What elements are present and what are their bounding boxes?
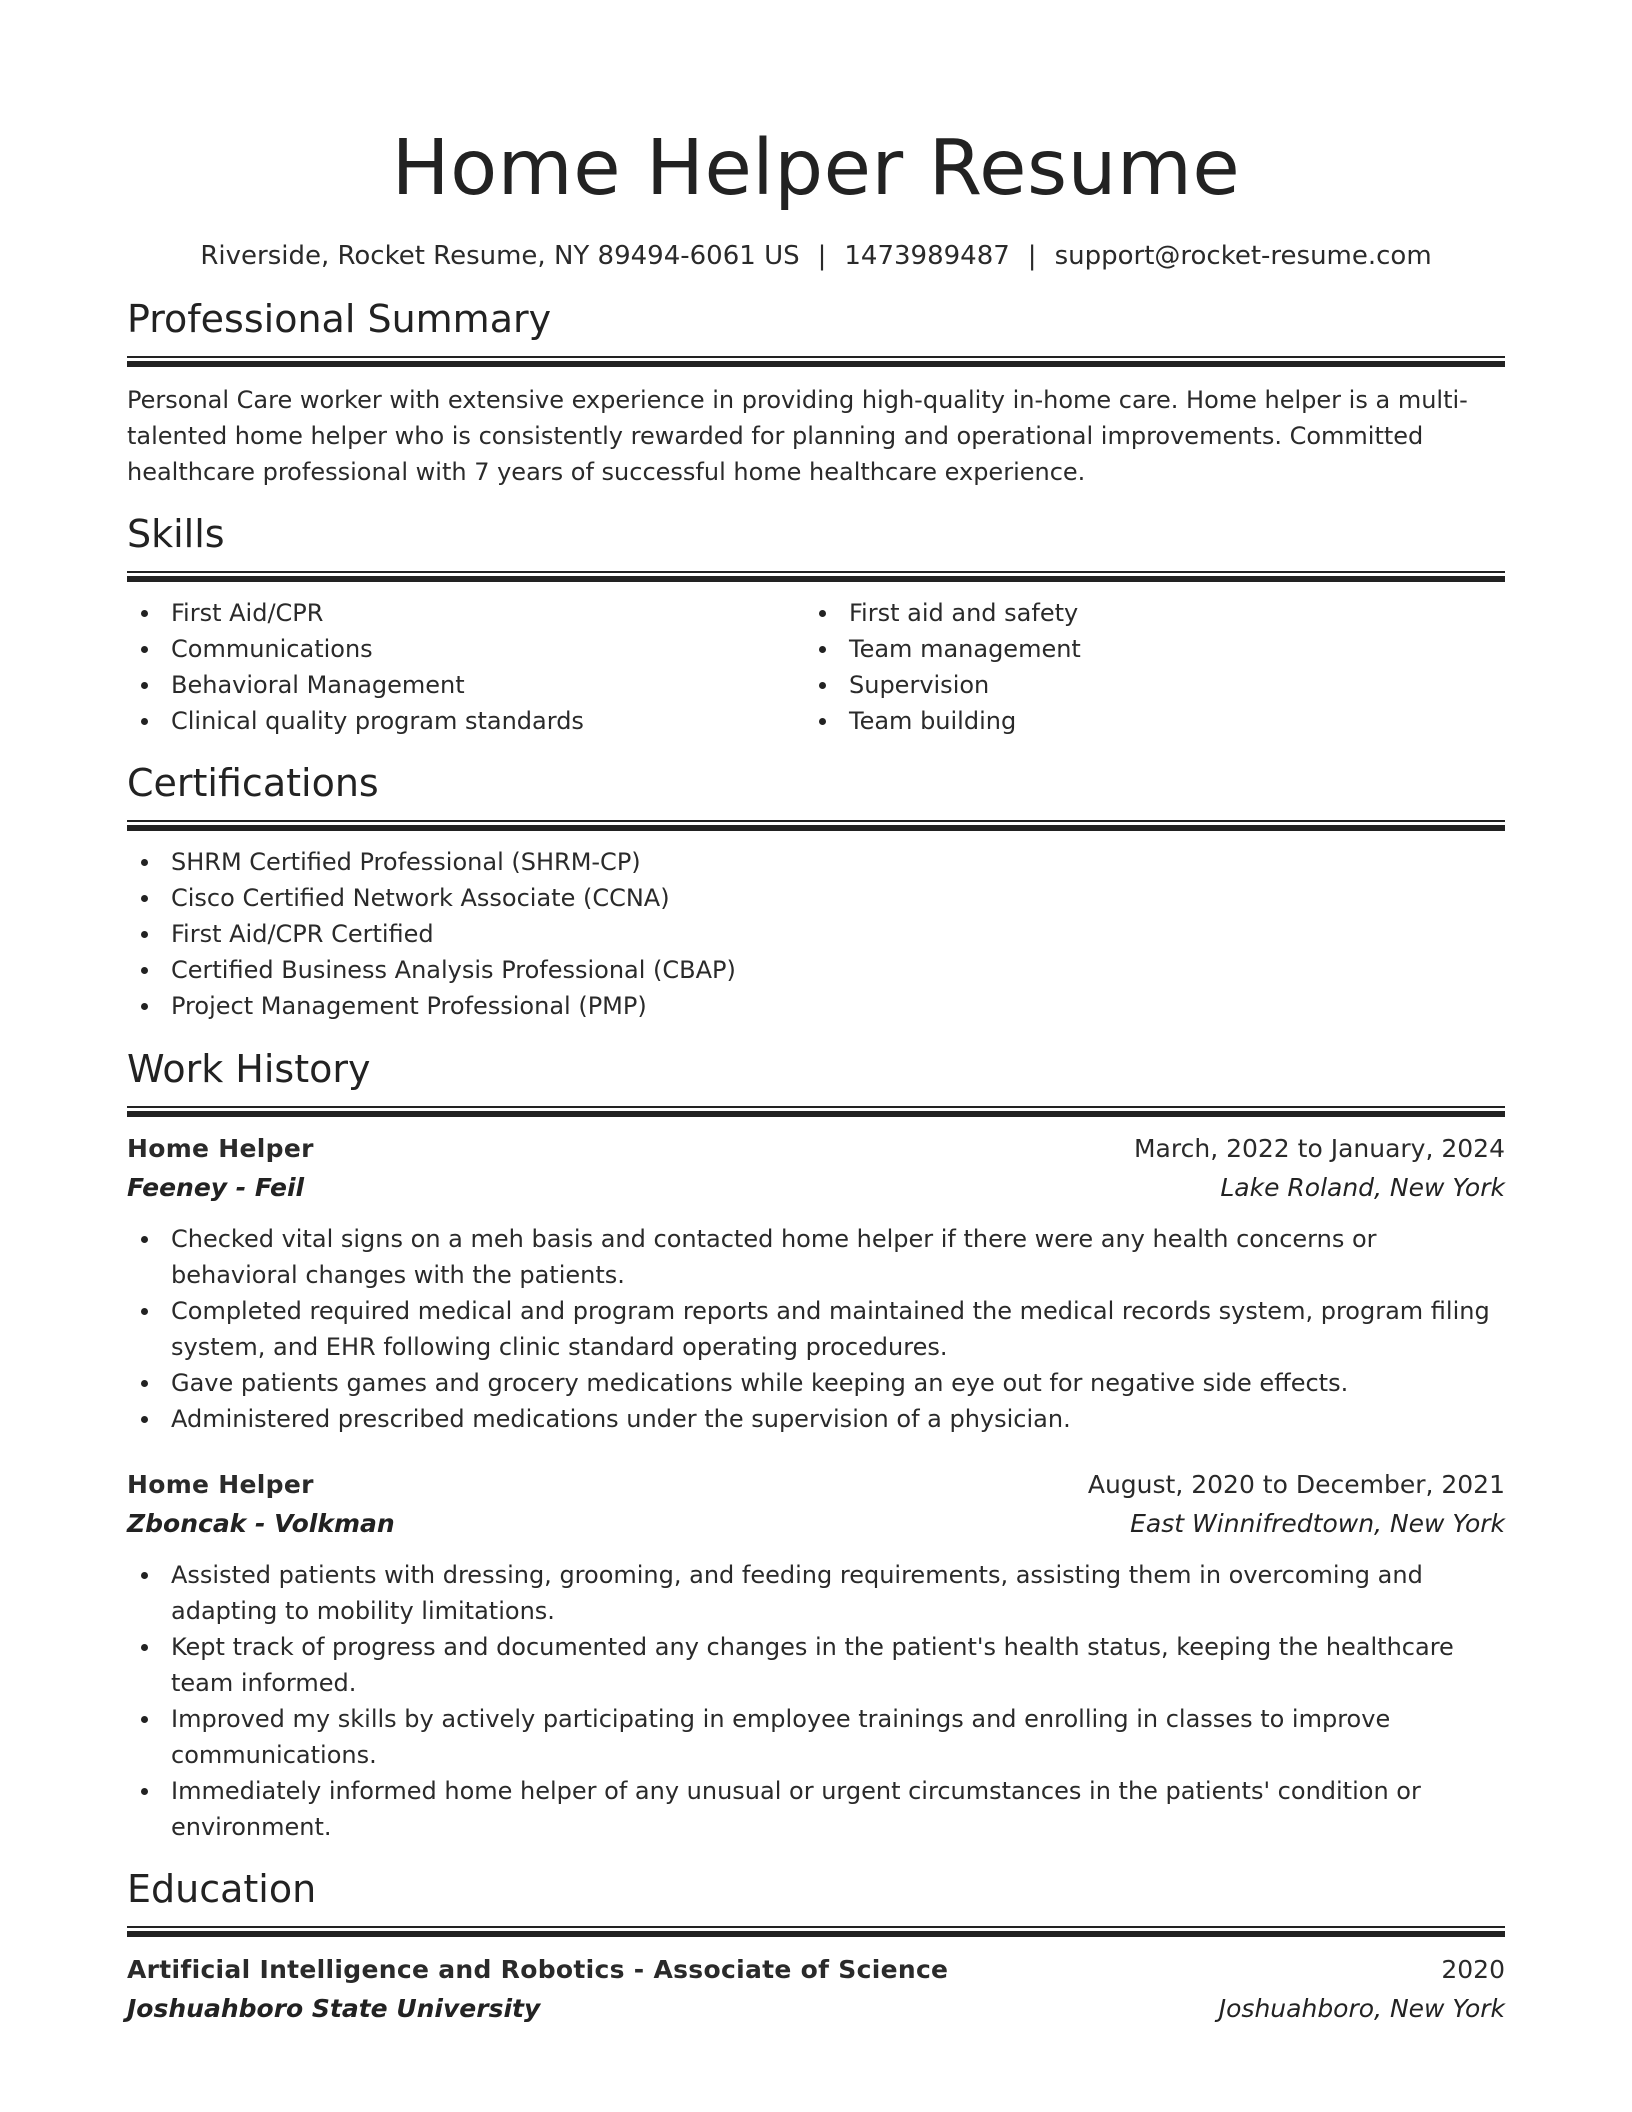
section-divider bbox=[127, 356, 1505, 367]
contact-phone: 1473989487 bbox=[844, 241, 1010, 271]
job-dates: March, 2022 to January, 2024 bbox=[1133, 1134, 1505, 1163]
skill-item: Supervision bbox=[805, 667, 1483, 703]
skill-item: First Aid/CPR bbox=[127, 595, 805, 631]
skills-heading: Skills bbox=[127, 512, 225, 556]
skill-item: Communications bbox=[127, 631, 805, 667]
resume-title: Home Helper Resume bbox=[391, 124, 1241, 213]
job-duty-item: Immediately informed home helper of any unusual or urgent circumstances in the patients' condition or environment. bbox=[127, 1773, 1505, 1845]
job-entry bbox=[127, 1466, 1505, 1845]
education-school: Joshuahboro State University bbox=[127, 1994, 541, 2023]
education-year: 2020 bbox=[1441, 1955, 1505, 1984]
contact-email: support@rocket-resume.com bbox=[1054, 241, 1432, 271]
summary-section bbox=[127, 294, 1505, 490]
certification-item: Cisco Certified Network Associate (CCNA) bbox=[127, 880, 1505, 916]
education-entry bbox=[127, 1951, 1505, 2028]
education-location: Joshuahboro, New York bbox=[1218, 1994, 1505, 2023]
certification-item: Certified Business Analysis Professional (CBAP) bbox=[127, 952, 1505, 988]
certification-item: First Aid/CPR Certified bbox=[127, 916, 1505, 952]
education-header bbox=[127, 1951, 1505, 1989]
job-subheader bbox=[127, 1168, 1505, 1207]
certifications-list bbox=[127, 844, 1505, 1024]
job-duties-list bbox=[127, 1221, 1505, 1437]
skill-item: First aid and safety bbox=[805, 595, 1483, 631]
section-divider bbox=[127, 571, 1505, 582]
job-duty-item: Gave patients games and grocery medications while keeping an eye out for negative side effects. bbox=[127, 1365, 1505, 1401]
skills-column-right bbox=[805, 595, 1483, 739]
certifications-section bbox=[127, 758, 1505, 1024]
work-history-heading: Work History bbox=[127, 1047, 371, 1091]
job-duty-item: Completed required medical and program reports and maintained the medical records system, program filing system, and EHR following clinic standard operating procedures. bbox=[127, 1293, 1505, 1365]
job-company: Zboncak - Volkman bbox=[127, 1509, 395, 1538]
skill-item: Clinical quality program standards bbox=[127, 703, 805, 739]
skill-item: Behavioral Management bbox=[127, 667, 805, 703]
skills-column-left bbox=[127, 595, 805, 739]
job-company: Feeney - Feil bbox=[127, 1173, 305, 1202]
job-duty-item: Administered prescribed medications under the supervision of a physician. bbox=[127, 1401, 1505, 1437]
section-divider bbox=[127, 820, 1505, 831]
job-header bbox=[127, 1466, 1505, 1504]
work-history-section bbox=[127, 1044, 1505, 1845]
job-subheader bbox=[127, 1504, 1505, 1543]
skill-item: Team building bbox=[805, 703, 1483, 739]
contact-separator: | bbox=[817, 241, 827, 271]
section-divider bbox=[127, 1926, 1505, 1937]
skills-list bbox=[127, 595, 1505, 739]
job-duty-item: Improved my skills by actively participating in employee trainings and enrolling in classes to improve communications. bbox=[127, 1701, 1505, 1773]
education-degree: Artificial Intelligence and Robotics - Associate of Science bbox=[127, 1955, 949, 1984]
job-location: East Winnifredtown, New York bbox=[1130, 1509, 1505, 1538]
contact-address: Riverside, Rocket Resume, NY 89494-6061 US bbox=[200, 241, 800, 271]
certification-item: Project Management Professional (PMP) bbox=[127, 988, 1505, 1024]
job-header bbox=[127, 1130, 1505, 1168]
contact-separator: | bbox=[1027, 241, 1037, 271]
job-duty-item: Kept track of progress and documented any changes in the patient's health status, keeping the healthcare team informed. bbox=[127, 1629, 1505, 1701]
job-title: Home Helper bbox=[127, 1470, 314, 1499]
job-dates: August, 2020 to December, 2021 bbox=[1087, 1470, 1505, 1499]
summary-text: Personal Care worker with extensive experience in providing high-quality in-home care. Home helper is a multi-talented home helper who is consistently rewarded for planning and operational improvements. Committed healthcare professional with 7 years of successful home healthcare experience. bbox=[127, 386, 1468, 486]
certifications-heading: Certifications bbox=[127, 761, 379, 805]
summary-heading: Professional Summary bbox=[127, 297, 552, 341]
education-subheader bbox=[127, 1989, 1505, 2028]
education-heading: Education bbox=[127, 1867, 317, 1911]
skills-section bbox=[127, 509, 1505, 739]
section-divider bbox=[127, 1106, 1505, 1117]
job-title: Home Helper bbox=[127, 1134, 314, 1163]
job-entry bbox=[127, 1130, 1505, 1437]
job-duties-list bbox=[127, 1557, 1505, 1845]
skill-item: Team management bbox=[805, 631, 1483, 667]
contact-line bbox=[127, 238, 1505, 274]
education-section bbox=[127, 1864, 1505, 2028]
job-duty-item: Assisted patients with dressing, grooming, and feeding requirements, assisting them in overcoming and adapting to mobility limitations. bbox=[127, 1557, 1505, 1629]
certification-item: SHRM Certified Professional (SHRM-CP) bbox=[127, 844, 1505, 880]
job-duty-item: Checked vital signs on a meh basis and contacted home helper if there were any health concerns or behavioral changes with the patients. bbox=[127, 1221, 1505, 1293]
job-location: Lake Roland, New York bbox=[1220, 1173, 1505, 1202]
